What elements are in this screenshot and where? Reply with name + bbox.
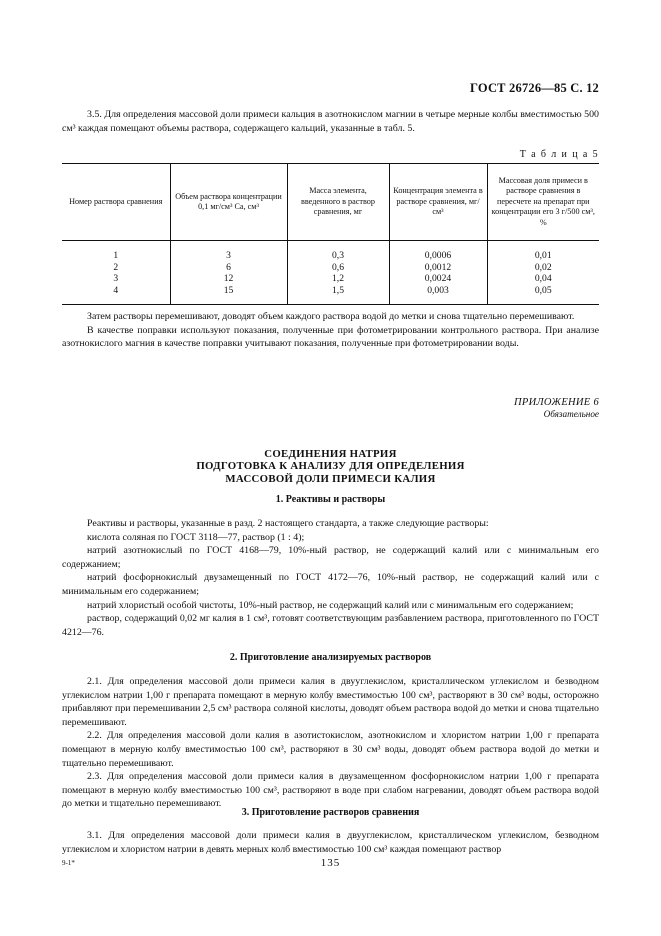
paragraph: натрий азотнокислый по ГОСТ 4168—79, 10%-ный раствор, не содержащий калий или с минимальным его содержанием; xyxy=(62,545,599,570)
section-3-heading: 3. Приготовление растворов сравнения xyxy=(241,807,420,818)
paragraph: натрий хлористый особой чистоты, 10%-ный раствор, не содержащий калий или с минимальным его содержанием; xyxy=(87,599,574,611)
paragraph: 2.1. Для определения массовой доли примеси калия в двууглекислом, кристаллическом углекислом и безводном углекислом натрии 1,00 г препарата помещают в мерную колбу вместимостью 100 см³, растворяют в 30 см³ воды, осторожно прибавляют при перемешивании 2,5 см³ раствора соляной кислоты, доводят объем раствора водой до метки и снова тщательно перемешивают. xyxy=(62,676,599,728)
table-cell: 6 xyxy=(170,262,287,274)
column-header: Массовая доля примеси в растворе сравнения в пересчете на препарат при концентрации его 3 г/500 см³, % xyxy=(487,164,599,241)
section-3-5 xyxy=(62,108,599,135)
table-row xyxy=(62,285,599,305)
paragraph: Затем растворы перемешивают, доводят объем каждого раствора водой до метки и снова тщательно перемешивают. xyxy=(87,311,575,322)
paragraph: раствор, содержащий 0,02 мг калия в 1 см³, готовят соответствующим разбавлением раствора, приготовленного по ГОСТ 4212—76. xyxy=(62,613,599,638)
title-line: СОЕДИНЕНИЯ НАТРИЯ xyxy=(264,448,397,460)
section-1-heading: 1. Реактивы и растворы xyxy=(275,494,386,505)
paragraph: В качестве поправки используют показания, полученные при фотометрировании контрольного раствора. При анализе азотнокислого магния в качестве поправки учитывают показания, полученные при фотометрировании воды. xyxy=(62,324,599,350)
appendix-label xyxy=(514,397,599,419)
table-cell: 3 xyxy=(113,273,119,285)
appendix-status: Обязательное xyxy=(543,409,599,419)
table-5-caption: Т а б л и ц а 5 xyxy=(519,149,599,160)
table-cell: 0,3 xyxy=(287,241,389,262)
page-number: 135 xyxy=(320,857,341,869)
column-header: Номер раствора сравнения xyxy=(62,164,170,241)
appendix-title xyxy=(62,448,599,485)
paragraph: Реактивы и растворы, указанные в разд. 2 настоящего стандарта, а также следующие растворы: xyxy=(87,518,489,529)
table-cell: 0,01 xyxy=(487,241,599,262)
paragraph: 3.1. Для определения массовой доли примеси калия в двууглекислом, кристаллическом углекислом, безводном углекислом и хлористом натрии в девять мерных колб вместимостью 100 см³ каждая помещают раствор xyxy=(62,830,599,855)
paragraph: кислота соляная по ГОСТ 3118—77, раствор (1 : 4); xyxy=(87,531,305,543)
table-row xyxy=(62,241,599,262)
paragraph: 2.2. Для определения массовой доли калия в азотистокислом, азотнокислом и хлористом натрии 1,00 г препарата помещают в мерную колбу вместимостью 100 см³, растворяют в 30 см³ воды, доводят объем раствора водой до метки и тщательно перемешивают. xyxy=(62,730,599,769)
table-row xyxy=(62,273,599,285)
column-header: Масса элемента, введенного в раствор сравнения, мг xyxy=(287,164,389,241)
appendix-number: ПРИЛОЖЕНИЕ 6 xyxy=(514,397,599,408)
table-5 xyxy=(62,163,599,305)
table-cell: 0,6 xyxy=(287,262,389,274)
table-cell: 1,2 xyxy=(287,273,389,285)
section-2-body xyxy=(62,675,599,811)
section-3-5-text: 3.5. Для определения массовой доли примеси кальция в азотнокислом магнии в четыре мерные колбы вместимостью 500 см³ каждая помещают объемы раствора, содержащего кальций, указанные в табл. 5. xyxy=(62,109,599,134)
table-cell: 1 xyxy=(113,250,119,261)
table-cell: 0,04 xyxy=(487,273,599,285)
section-2-heading: 2. Приготовление анализируемых растворов xyxy=(229,652,432,663)
table-cell: 1,5 xyxy=(287,285,389,305)
table-cell: 12 xyxy=(170,273,287,285)
table-cell: 2 xyxy=(113,261,119,273)
signature-mark: 9-1* xyxy=(62,859,75,867)
table-cell: 15 xyxy=(170,285,287,305)
table-cell: 0,003 xyxy=(389,285,487,305)
paragraph: 2.3. Для определения массовой доли примеси калия в двузамещенном фосфорнокислом натрии 1,00 г препарата помещают в мерную колбу вместимостью 100 см³, растворяют в воде при слабом нагревании, доводят объем раствора водой до метки и тщательно перемешивают. xyxy=(62,771,599,810)
after-table-text xyxy=(62,310,599,351)
table-header-row xyxy=(62,164,599,241)
column-header: Объем раствора концентрации 0,1 мг/см³ Ca, см³ xyxy=(170,164,287,241)
title-line: ПОДГОТОВКА К АНАЛИЗУ ДЛЯ ОПРЕДЕЛЕНИЯ xyxy=(196,460,465,473)
paragraph: натрий фосфорнокислый двузамещенный по ГОСТ 4172—76, 10%-ный раствор, не содержащий калий или с минимальным его содержанием; xyxy=(62,572,599,597)
column-header: Концентрация элемента в растворе сравнения, мг/см³ xyxy=(389,164,487,241)
title-line: МАССОВОЙ ДОЛИ ПРИМЕСИ КАЛИЯ xyxy=(225,472,436,485)
table-cell: 0,0006 xyxy=(389,241,487,262)
document-reference: ГОСТ 26726—85 С. 12 xyxy=(470,81,599,95)
table-cell: 4 xyxy=(62,285,170,305)
table-cell: 3 xyxy=(170,241,287,262)
table-cell: 0,05 xyxy=(487,285,599,305)
section-1-body xyxy=(62,517,599,639)
section-3-body xyxy=(62,829,599,856)
table-cell: 0,0024 xyxy=(389,273,487,285)
table-row xyxy=(62,262,599,274)
table-cell: 0,0012 xyxy=(389,262,487,274)
table-cell: 0,02 xyxy=(487,262,599,274)
